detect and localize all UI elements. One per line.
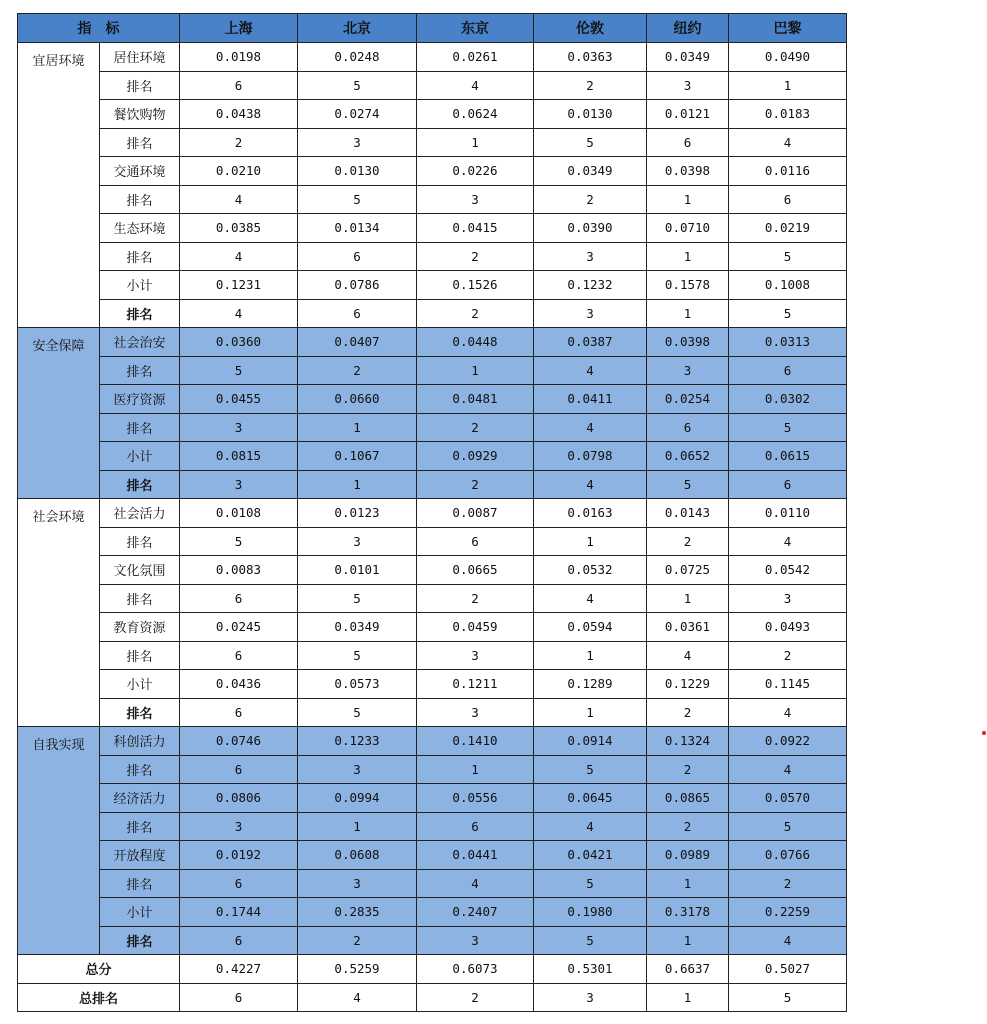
value-cell: 0.0615 — [729, 442, 847, 471]
value-cell: 5 — [534, 869, 647, 898]
value-cell: 0.0387 — [534, 328, 647, 357]
value-cell: 6 — [298, 242, 417, 271]
total-row — [18, 955, 847, 984]
value-cell: 5 — [729, 812, 847, 841]
value-cell: 0.0608 — [298, 841, 417, 870]
value-cell: 0.0087 — [417, 499, 534, 528]
value-cell: 0.0542 — [729, 556, 847, 585]
value-cell: 0.0922 — [729, 727, 847, 756]
table-row — [18, 214, 847, 243]
value-cell: 2 — [298, 356, 417, 385]
value-cell: 0.0390 — [534, 214, 647, 243]
value-cell: 5 — [729, 242, 847, 271]
value-cell: 0.0261 — [417, 43, 534, 72]
total-label: 总分 — [18, 955, 180, 984]
value-cell: 0.1211 — [417, 670, 534, 699]
value-cell: 4 — [180, 185, 298, 214]
value-cell: 0.1578 — [647, 271, 729, 300]
value-cell: 1 — [647, 869, 729, 898]
value-cell: 1 — [417, 356, 534, 385]
indicator-label: 排名 — [100, 527, 180, 556]
indicator-label: 排名 — [100, 698, 180, 727]
indicator-label: 排名 — [100, 71, 180, 100]
value-cell: 3 — [534, 299, 647, 328]
indicator-label: 排名 — [100, 812, 180, 841]
value-cell: 4 — [534, 584, 647, 613]
table-row — [18, 613, 847, 642]
value-cell: 6 — [647, 413, 729, 442]
indicator-label: 餐饮购物 — [100, 100, 180, 129]
value-cell: 0.0865 — [647, 784, 729, 813]
value-cell: 0.1526 — [417, 271, 534, 300]
value-cell: 0.0594 — [534, 613, 647, 642]
city-header: 纽约 — [647, 14, 729, 43]
value-cell: 0.0130 — [298, 157, 417, 186]
value-cell: 1 — [534, 641, 647, 670]
value-cell: 0.0407 — [298, 328, 417, 357]
value-cell: 5 — [298, 185, 417, 214]
value-cell: 0.1232 — [534, 271, 647, 300]
value-cell: 5 — [647, 470, 729, 499]
total-value-cell: 0.6073 — [417, 955, 534, 984]
value-cell: 0.0532 — [534, 556, 647, 585]
value-cell: 0.0360 — [180, 328, 298, 357]
value-cell: 0.0274 — [298, 100, 417, 129]
indicator-label: 科创活力 — [100, 727, 180, 756]
value-cell: 1 — [298, 470, 417, 499]
indicator-label: 社会治安 — [100, 328, 180, 357]
value-cell: 0.0110 — [729, 499, 847, 528]
value-cell: 0.0459 — [417, 613, 534, 642]
value-cell: 3 — [180, 413, 298, 442]
table-row — [18, 926, 847, 955]
table-row — [18, 841, 847, 870]
value-cell: 0.0192 — [180, 841, 298, 870]
value-cell: 0.0134 — [298, 214, 417, 243]
indicator-label: 排名 — [100, 584, 180, 613]
table-row — [18, 100, 847, 129]
city-header: 巴黎 — [729, 14, 847, 43]
value-cell: 0.1008 — [729, 271, 847, 300]
value-cell: 5 — [180, 527, 298, 556]
value-cell: 0.0302 — [729, 385, 847, 414]
value-cell: 3 — [647, 71, 729, 100]
total-value-cell: 2 — [417, 983, 534, 1012]
table-row — [18, 527, 847, 556]
table-row — [18, 328, 847, 357]
value-cell: 2 — [534, 71, 647, 100]
value-cell: 0.1744 — [180, 898, 298, 927]
value-cell: 6 — [647, 128, 729, 157]
value-cell: 4 — [534, 812, 647, 841]
value-cell: 4 — [729, 128, 847, 157]
value-cell: 0.0766 — [729, 841, 847, 870]
indicator-label: 生态环境 — [100, 214, 180, 243]
value-cell: 1 — [298, 413, 417, 442]
value-cell: 6 — [180, 71, 298, 100]
value-cell: 0.2835 — [298, 898, 417, 927]
value-cell: 1 — [647, 584, 729, 613]
value-cell: 2 — [180, 128, 298, 157]
value-cell: 0.0989 — [647, 841, 729, 870]
total-value-cell: 6 — [180, 983, 298, 1012]
value-cell: 1 — [729, 71, 847, 100]
value-cell: 3 — [729, 584, 847, 613]
value-cell: 6 — [180, 869, 298, 898]
value-cell: 0.0245 — [180, 613, 298, 642]
city-header: 伦敦 — [534, 14, 647, 43]
table-row — [18, 413, 847, 442]
value-cell: 0.0806 — [180, 784, 298, 813]
value-cell: 2 — [729, 869, 847, 898]
indicator-label: 开放程度 — [100, 841, 180, 870]
indicator-label: 排名 — [100, 299, 180, 328]
table-row — [18, 43, 847, 72]
value-cell: 4 — [534, 413, 647, 442]
total-label: 总排名 — [18, 983, 180, 1012]
value-cell: 0.2407 — [417, 898, 534, 927]
value-cell: 2 — [729, 641, 847, 670]
value-cell: 0.0121 — [647, 100, 729, 129]
value-cell: 5 — [180, 356, 298, 385]
value-cell: 5 — [534, 926, 647, 955]
value-cell: 0.1233 — [298, 727, 417, 756]
value-cell: 0.0198 — [180, 43, 298, 72]
value-cell: 0.0665 — [417, 556, 534, 585]
value-cell: 4 — [180, 242, 298, 271]
value-cell: 3 — [417, 698, 534, 727]
value-cell: 0.0786 — [298, 271, 417, 300]
value-cell: 2 — [647, 812, 729, 841]
value-cell: 0.0645 — [534, 784, 647, 813]
value-cell: 0.0652 — [647, 442, 729, 471]
value-cell: 0.1229 — [647, 670, 729, 699]
total-value-cell: 3 — [534, 983, 647, 1012]
value-cell: 0.0313 — [729, 328, 847, 357]
table-row — [18, 442, 847, 471]
total-value-cell: 0.5027 — [729, 955, 847, 984]
value-cell: 0.0130 — [534, 100, 647, 129]
value-cell: 4 — [729, 926, 847, 955]
value-cell: 4 — [647, 641, 729, 670]
value-cell: 4 — [534, 356, 647, 385]
value-cell: 6 — [729, 356, 847, 385]
value-cell: 1 — [417, 755, 534, 784]
value-cell: 1 — [298, 812, 417, 841]
value-cell: 6 — [180, 641, 298, 670]
city-header: 上海 — [180, 14, 298, 43]
city-header: 北京 — [298, 14, 417, 43]
value-cell: 0.0248 — [298, 43, 417, 72]
value-cell: 0.0710 — [647, 214, 729, 243]
value-cell: 1 — [534, 527, 647, 556]
value-cell: 0.0436 — [180, 670, 298, 699]
value-cell: 0.0556 — [417, 784, 534, 813]
value-cell: 5 — [729, 413, 847, 442]
total-value-cell: 0.6637 — [647, 955, 729, 984]
total-value-cell: 5 — [729, 983, 847, 1012]
value-cell: 0.0183 — [729, 100, 847, 129]
value-cell: 0.0421 — [534, 841, 647, 870]
value-cell: 4 — [417, 71, 534, 100]
value-cell: 0.0349 — [534, 157, 647, 186]
table-row — [18, 898, 847, 927]
value-cell: 2 — [417, 584, 534, 613]
value-cell: 0.0994 — [298, 784, 417, 813]
value-cell: 0.0490 — [729, 43, 847, 72]
value-cell: 6 — [180, 584, 298, 613]
indicator-label: 排名 — [100, 356, 180, 385]
value-cell: 0.0083 — [180, 556, 298, 585]
indicator-label: 社会活力 — [100, 499, 180, 528]
value-cell: 1 — [647, 299, 729, 328]
value-cell: 4 — [729, 698, 847, 727]
value-cell: 3 — [298, 755, 417, 784]
value-cell: 0.0101 — [298, 556, 417, 585]
value-cell: 5 — [298, 71, 417, 100]
value-cell: 3 — [417, 185, 534, 214]
indicator-label: 小计 — [100, 670, 180, 699]
indicator-label: 排名 — [100, 755, 180, 784]
value-cell: 0.0660 — [298, 385, 417, 414]
value-cell: 1 — [417, 128, 534, 157]
value-cell: 3 — [180, 470, 298, 499]
table-row — [18, 755, 847, 784]
indicator-header: 指 标 — [18, 14, 180, 43]
total-value-cell: 1 — [647, 983, 729, 1012]
value-cell: 3 — [180, 812, 298, 841]
indicator-label: 排名 — [100, 185, 180, 214]
value-cell: 2 — [417, 413, 534, 442]
value-cell: 4 — [534, 470, 647, 499]
value-cell: 0.1067 — [298, 442, 417, 471]
value-cell: 3 — [298, 128, 417, 157]
value-cell: 2 — [417, 470, 534, 499]
value-cell: 3 — [417, 926, 534, 955]
value-cell: 2 — [298, 926, 417, 955]
value-cell: 0.0624 — [417, 100, 534, 129]
table-row — [18, 356, 847, 385]
value-cell: 0.0448 — [417, 328, 534, 357]
table-row — [18, 499, 847, 528]
value-cell: 0.0219 — [729, 214, 847, 243]
value-cell: 0.0441 — [417, 841, 534, 870]
red-dot-marker — [982, 731, 986, 735]
total-value-cell: 4 — [298, 983, 417, 1012]
value-cell: 6 — [417, 812, 534, 841]
value-cell: 3 — [298, 869, 417, 898]
total-row — [18, 983, 847, 1012]
table-row — [18, 556, 847, 585]
indicator-label: 排名 — [100, 869, 180, 898]
value-cell: 0.0411 — [534, 385, 647, 414]
value-cell: 0.0116 — [729, 157, 847, 186]
value-cell: 0.0725 — [647, 556, 729, 585]
value-cell: 4 — [729, 527, 847, 556]
value-cell: 0.0349 — [298, 613, 417, 642]
value-cell: 0.1145 — [729, 670, 847, 699]
value-cell: 0.0493 — [729, 613, 847, 642]
value-cell: 6 — [298, 299, 417, 328]
table-body — [18, 43, 847, 1012]
value-cell: 0.0438 — [180, 100, 298, 129]
table-row — [18, 185, 847, 214]
table-row — [18, 385, 847, 414]
value-cell: 0.0746 — [180, 727, 298, 756]
value-cell: 2 — [647, 527, 729, 556]
value-cell: 2 — [647, 755, 729, 784]
value-cell: 0.0914 — [534, 727, 647, 756]
value-cell: 0.0815 — [180, 442, 298, 471]
value-cell: 0.0210 — [180, 157, 298, 186]
value-cell: 0.1980 — [534, 898, 647, 927]
indicator-label: 小计 — [100, 898, 180, 927]
value-cell: 0.1231 — [180, 271, 298, 300]
value-cell: 0.0398 — [647, 157, 729, 186]
table-row — [18, 299, 847, 328]
value-cell: 0.1289 — [534, 670, 647, 699]
indicator-label: 小计 — [100, 271, 180, 300]
value-cell: 0.0108 — [180, 499, 298, 528]
table-row — [18, 242, 847, 271]
indicator-label: 文化氛围 — [100, 556, 180, 585]
total-value-cell: 0.5259 — [298, 955, 417, 984]
value-cell: 0.0349 — [647, 43, 729, 72]
table-row — [18, 128, 847, 157]
value-cell: 4 — [729, 755, 847, 784]
table-row — [18, 784, 847, 813]
value-cell: 3 — [298, 527, 417, 556]
value-cell: 0.0254 — [647, 385, 729, 414]
value-cell: 0.0929 — [417, 442, 534, 471]
value-cell: 2 — [417, 242, 534, 271]
value-cell: 0.0481 — [417, 385, 534, 414]
value-cell: 0.0398 — [647, 328, 729, 357]
value-cell: 3 — [647, 356, 729, 385]
value-cell: 1 — [647, 242, 729, 271]
value-cell: 2 — [417, 299, 534, 328]
value-cell: 0.0385 — [180, 214, 298, 243]
table-row — [18, 271, 847, 300]
value-cell: 0.0143 — [647, 499, 729, 528]
value-cell: 0.1410 — [417, 727, 534, 756]
header-row — [18, 14, 847, 43]
table-row — [18, 670, 847, 699]
value-cell: 6 — [417, 527, 534, 556]
value-cell: 0.0570 — [729, 784, 847, 813]
value-cell: 0.2259 — [729, 898, 847, 927]
value-cell: 3 — [534, 242, 647, 271]
total-value-cell: 0.4227 — [180, 955, 298, 984]
value-cell: 6 — [729, 185, 847, 214]
indicator-label: 排名 — [100, 242, 180, 271]
value-cell: 0.1324 — [647, 727, 729, 756]
value-cell: 1 — [534, 698, 647, 727]
value-cell: 0.0361 — [647, 613, 729, 642]
table-row — [18, 71, 847, 100]
indicator-label: 排名 — [100, 413, 180, 442]
table-row — [18, 641, 847, 670]
value-cell: 6 — [180, 755, 298, 784]
indicator-label: 交通环境 — [100, 157, 180, 186]
value-cell: 6 — [729, 470, 847, 499]
value-cell: 3 — [417, 641, 534, 670]
table-row — [18, 698, 847, 727]
value-cell: 6 — [180, 698, 298, 727]
indicator-label: 排名 — [100, 926, 180, 955]
value-cell: 6 — [180, 926, 298, 955]
value-cell: 0.0573 — [298, 670, 417, 699]
value-cell: 4 — [180, 299, 298, 328]
value-cell: 0.0363 — [534, 43, 647, 72]
total-value-cell: 0.5301 — [534, 955, 647, 984]
category-cell: 安全保障 — [18, 328, 100, 499]
indicator-label: 居住环境 — [100, 43, 180, 72]
table-row — [18, 869, 847, 898]
value-cell: 0.0163 — [534, 499, 647, 528]
table-row — [18, 470, 847, 499]
table-row — [18, 812, 847, 841]
category-cell: 宜居环境 — [18, 43, 100, 328]
indicator-label: 排名 — [100, 470, 180, 499]
city-index-table — [17, 13, 847, 1012]
value-cell: 5 — [729, 299, 847, 328]
table-row — [18, 157, 847, 186]
category-cell: 社会环境 — [18, 499, 100, 727]
indicator-label: 教育资源 — [100, 613, 180, 642]
value-cell: 5 — [534, 755, 647, 784]
value-cell: 0.0798 — [534, 442, 647, 471]
value-cell: 0.0415 — [417, 214, 534, 243]
value-cell: 5 — [298, 584, 417, 613]
indicator-label: 经济活力 — [100, 784, 180, 813]
value-cell: 5 — [534, 128, 647, 157]
indicator-label: 排名 — [100, 641, 180, 670]
value-cell: 0.0123 — [298, 499, 417, 528]
value-cell: 5 — [298, 698, 417, 727]
table-row — [18, 584, 847, 613]
value-cell: 0.0226 — [417, 157, 534, 186]
value-cell: 0.3178 — [647, 898, 729, 927]
value-cell: 1 — [647, 185, 729, 214]
table-row — [18, 727, 847, 756]
value-cell: 5 — [298, 641, 417, 670]
value-cell: 2 — [647, 698, 729, 727]
value-cell: 1 — [647, 926, 729, 955]
city-header: 东京 — [417, 14, 534, 43]
value-cell: 4 — [417, 869, 534, 898]
indicator-label: 排名 — [100, 128, 180, 157]
indicator-label: 小计 — [100, 442, 180, 471]
indicator-label: 医疗资源 — [100, 385, 180, 414]
value-cell: 0.0455 — [180, 385, 298, 414]
value-cell: 2 — [534, 185, 647, 214]
category-cell: 自我实现 — [18, 727, 100, 955]
